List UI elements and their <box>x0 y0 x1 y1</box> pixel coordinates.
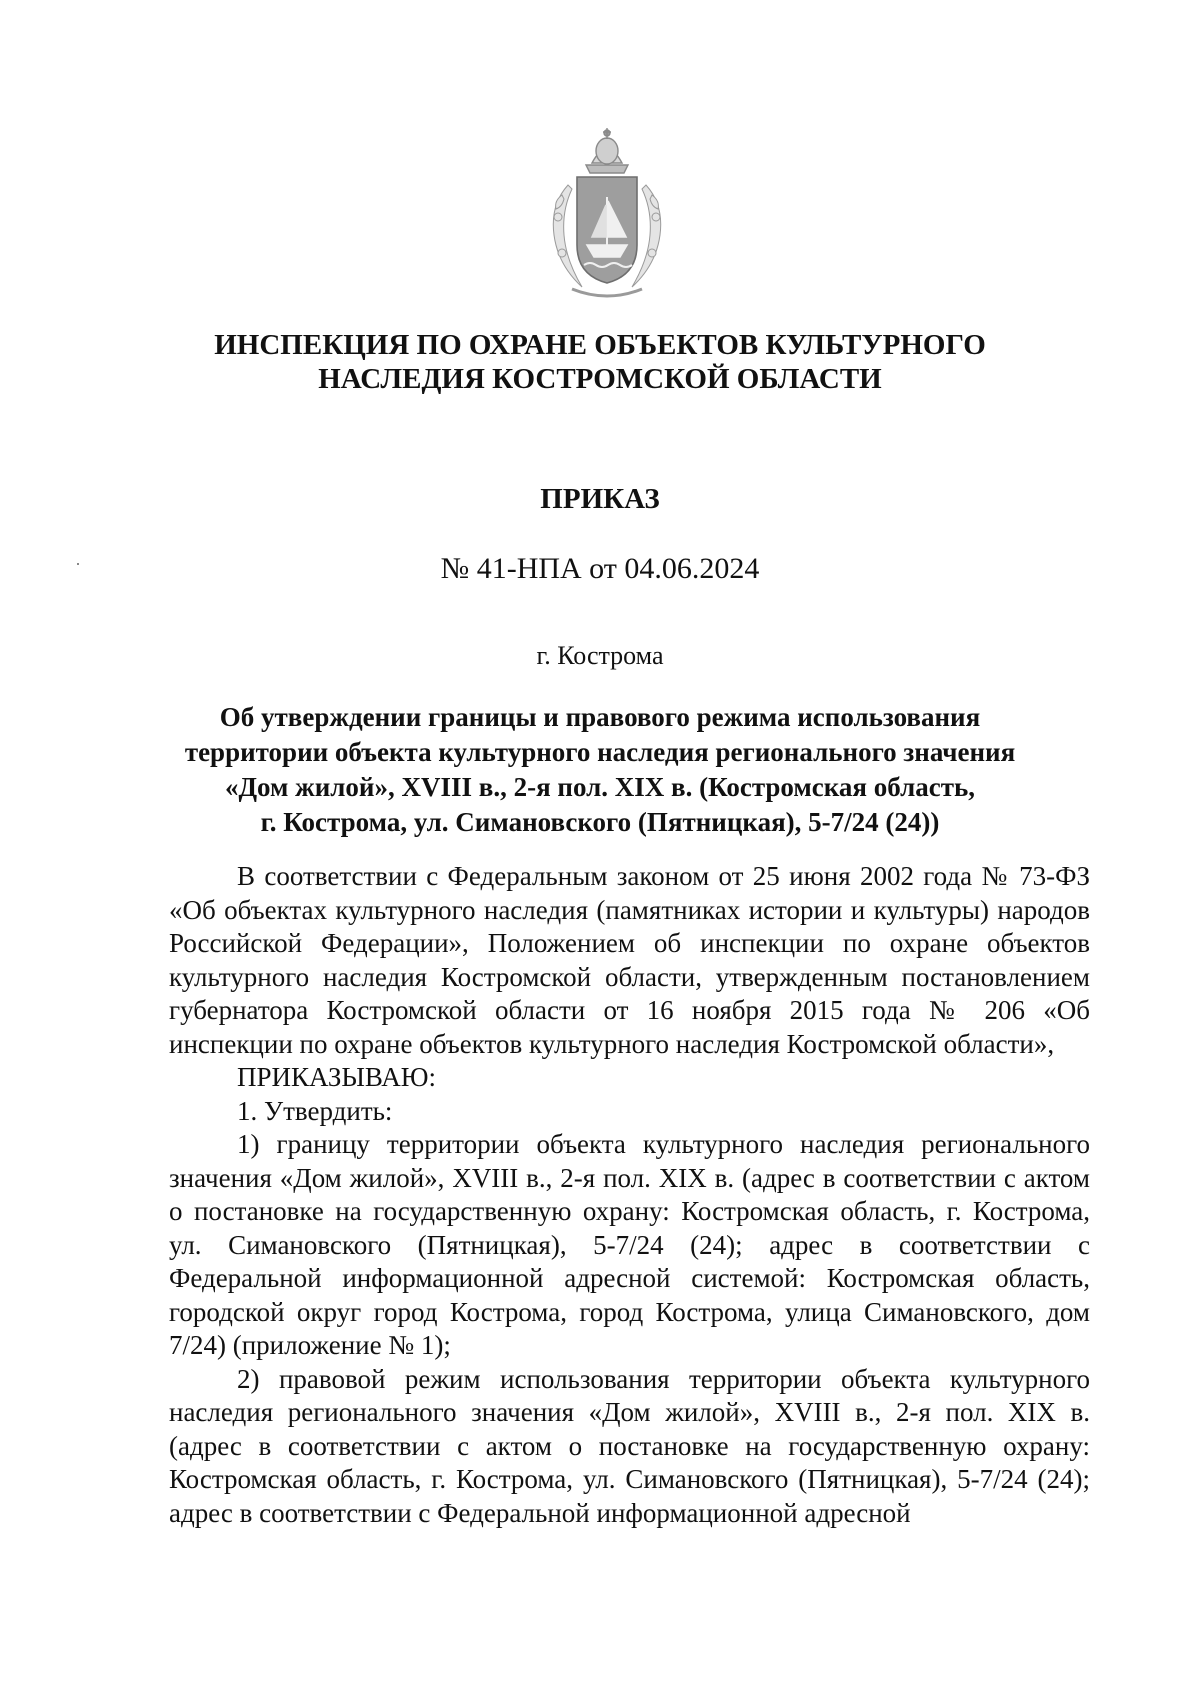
scan-speck <box>77 563 79 565</box>
organization-name <box>150 328 1050 396</box>
order-word: ПРИКАЗЫВАЮ: <box>237 1062 436 1092</box>
organization-line-1: ИНСПЕКЦИЯ ПО ОХРАНЕ ОБЪЕКТОВ КУЛЬТУРНОГО <box>214 329 986 361</box>
organization-line-2: НАСЛЕДИЯ КОСТРОМСКОЙ ОБЛАСТИ <box>318 363 882 395</box>
document-type: ПРИКАЗ <box>540 483 660 515</box>
item-1-subitem-1: 1) границу территории объекта культурного наследия регионального значения «Дом жилой», XVIII в., 2-я пол. XIX в. (адрес в соответствии с актом о постановке на государственную охрану: Костромская область, г. Кострома, ул. Симановского (Пятницкая), 5-7/24 (24); адрес в соответствии с Федеральной информационной адресной системой: Костромская область, городской округ город Кострома, город Кострома, улица Симановского, дом 7/24) (приложение № 1); <box>169 1129 1090 1360</box>
item-1: 1. Утвердить: <box>237 1095 393 1126</box>
document-number: № 41-НПА от 04.06.2024 <box>440 552 760 585</box>
subject-line-1: Об утверждении границы и правового режима использования <box>219 702 981 732</box>
document-body <box>169 860 1090 1530</box>
item-1-subitem-2: 2) правовой режим использования территории объекта культурного наследия регионального значения «Дом жилой», XVIII в., 2-я пол. XIX в. (адрес в соответствии с актом о постановке на государственную охрану: Костромская область, г. Кострома, ул. Симановского (Пятницкая), 5-7/24 (24); адрес в соответствии с Федеральной информационной адресной <box>169 1363 1090 1528</box>
document-subject <box>150 700 1050 840</box>
subject-line-2: территории объекта культурного наследия регионального значения <box>184 737 1016 767</box>
document-city: г. Кострома <box>536 641 664 670</box>
coat-of-arms-icon <box>532 125 682 303</box>
preamble-paragraph: В соответствии с Федеральным законом от 25 июня 2002 года № 73-ФЗ «Об объектах культурного наследия (памятниках истории и культуры) народов Российской Федерации», Положением об инспекции по охране объектов культурного наследия Костромской области, утвержденным постановлением губернатора Костромской области от 16 ноября 2015 года № 206 «Об инспекции по охране объектов культурного наследия Костромской области», <box>169 861 1090 1059</box>
subject-line-3: «Дом жилой», XVIII в., 2-я пол. XIX в. (Костромская область, <box>224 772 976 802</box>
subject-line-4: г. Кострома, ул. Симановского (Пятницкая), 5-7/24 (24)) <box>260 807 940 837</box>
